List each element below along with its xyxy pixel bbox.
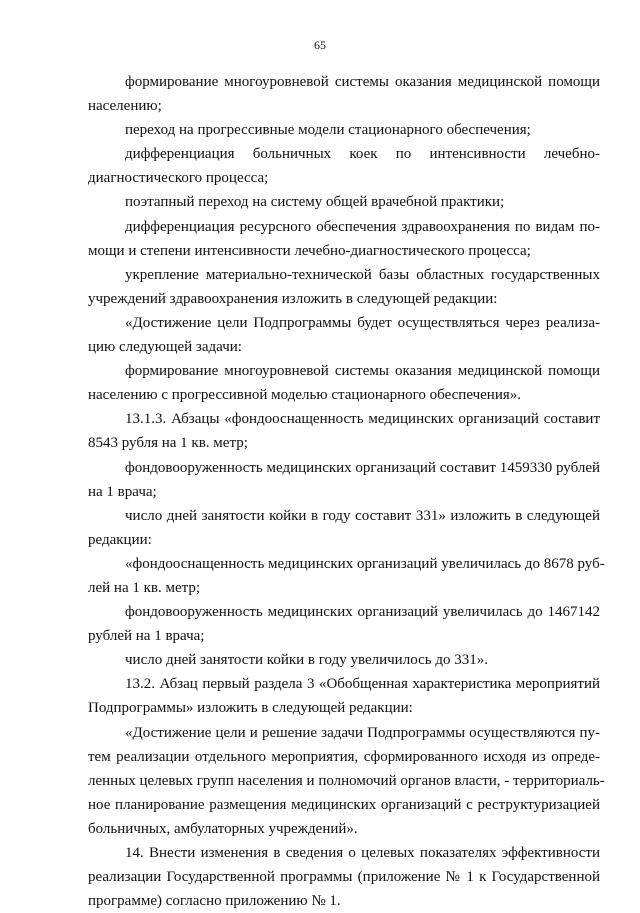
text-line: дифференциация больничных коек по интенсивности лечебно- [125,146,600,163]
text-line: «Достижение цели и решение задачи Подпрограммы осуществляются пу- [125,724,600,741]
page-number: 65 [314,38,326,52]
text-line: рублей на 1 врача; [88,628,205,645]
text-line: фондовооруженность медицинских организаций составит 1459330 рублей [125,459,600,476]
text-line: тем реализации отдельного мероприятия, сформированного исходя из опреде- [88,748,600,765]
text-line: число дней занятости койки в году увеличилось до 331». [125,652,488,669]
text-line: поэтапный переход на систему общей врачебной практики; [125,194,505,211]
text-line: учреждений здравоохранения изложить в следующей редакции: [88,290,498,307]
text-line: переход на прогрессивные модели стационарного обеспечения; [125,122,531,139]
text-line: реализации Государственной программы (приложение № 1 к Государственной [88,869,600,886]
text-line: укрепление материально-технической базы областных государственных [125,266,600,283]
text-line: «фондооснащенность медицинских организаций увеличилась до 8678 руб- [125,555,605,572]
text-line: формирование многоуровневой системы оказания медицинской помощи [125,74,600,90]
text-line: формирование многоуровневой системы оказания медицинской помощи [125,363,600,380]
text-line: мощи и степени интенсивности лечебно-диагностического процесса; [88,242,531,259]
text-line: ленных целевых групп населения и полномочий органов власти, - территориаль- [88,772,605,789]
text-line: Подпрограммы» изложить в следующей редакции: [88,700,413,717]
text-line: на 1 врача; [88,483,157,500]
text-line: редакции: [88,531,152,548]
text-line: 8543 рубля на 1 кв. метр; [88,435,248,452]
text-line: 14. Внести изменения в сведения о целевых показателях эффективности [125,845,600,861]
text-line: фондовооруженность медицинских организаций увеличилась до 1467142 [125,604,600,621]
document-body [88,70,605,913]
text-line: населению; [88,98,162,115]
text-line: цию следующей задачи: [88,339,242,356]
text-line: населению с прогрессивной моделью стационарного обеспечения». [88,387,522,404]
text-line: «Достижение цели Подпрограммы будет осуществляться через реализа- [125,314,600,331]
text-line: 13.2. Абзац первый раздела 3 «Обобщенная характеристика мероприятий [125,676,600,693]
text-line: дифференциация ресурсного обеспечения здравоохранения по видам по- [125,218,600,235]
text-line: ное планирование размещения медицинских организаций с реструктуризацией [88,796,600,813]
text-line: лей на 1 кв. метр; [88,579,201,596]
text-line: диагностического процесса; [88,170,269,187]
text-line: число дней занятости койки в году составит 331» изложить в следующей [125,507,600,524]
text-line: больничных, амбулаторных учреждений». [88,820,358,837]
text-line: 13.1.3. Абзацы «фондооснащенность медицинских организаций составит [125,411,600,428]
text-line: программе) согласно приложению № 1. [88,893,341,910]
